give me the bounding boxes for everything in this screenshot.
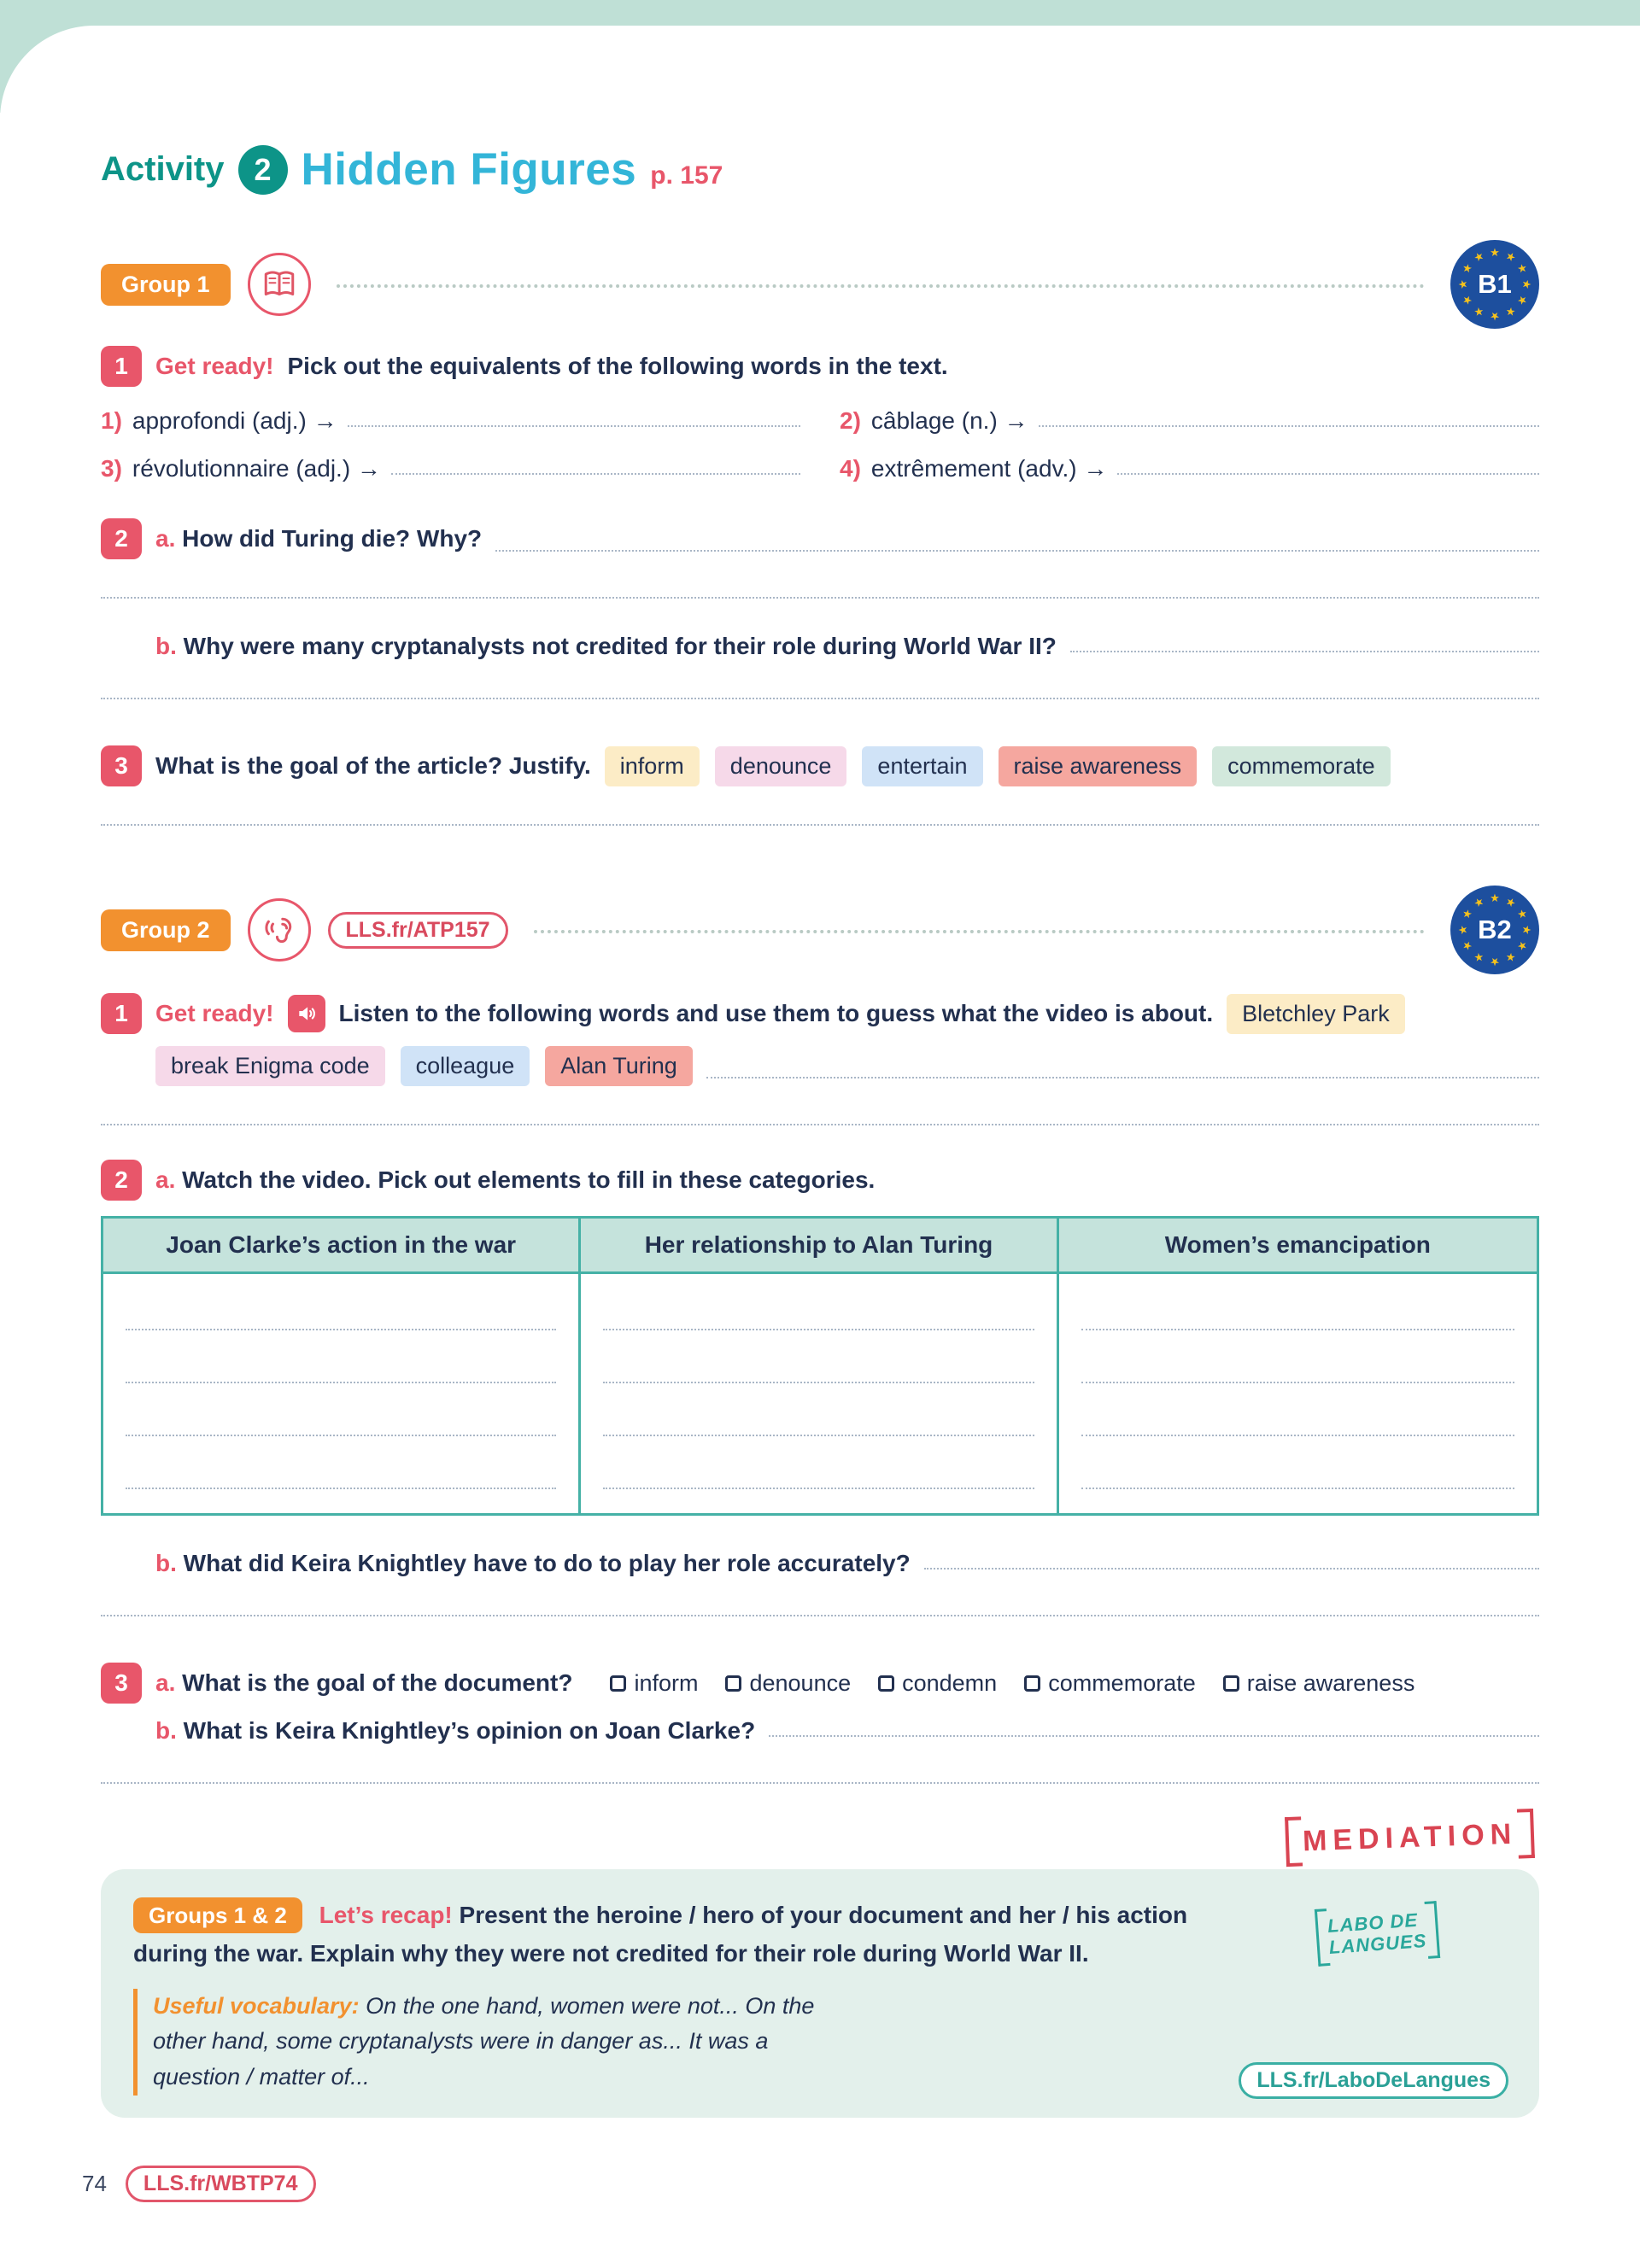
sub-question-label: b. [155,633,177,659]
checkbox-option-condemn[interactable] [878,1670,997,1697]
answer-dots[interactable] [1070,651,1539,652]
labo-link-pill[interactable]: LLS.fr/LaboDeLangues [1239,2062,1508,2099]
item-text: révolutionnaire (adj.) → [132,455,381,482]
table-body-row [103,1274,1537,1513]
level-badge-b2: B2 ★ ★ ★ ★ ★ ★ ★ ★ ★ ★ ★ ★ [1450,886,1539,974]
answer-dots[interactable] [348,425,800,427]
dotted-leader [337,284,1425,288]
sub-question-label: a. [155,525,176,552]
keyword-chip-break-enigma-code: break Enigma code [155,1046,385,1086]
option-chip-denounce[interactable]: denounce [715,746,847,786]
goal-options [605,746,1391,786]
question-number: 1 [101,993,142,1034]
recap-text-block [133,1897,1235,1973]
checkbox-icon[interactable] [610,1675,626,1692]
page-reference: p. 157 [650,161,723,190]
answer-line[interactable] [101,597,1539,599]
listening-ear-icon [248,898,311,962]
checkbox-icon[interactable] [725,1675,741,1692]
vocabulary-label: Useful vocabulary: [153,1992,360,2019]
g2-question1 [101,993,1539,1034]
checkbox-option-denounce[interactable] [725,1670,851,1697]
labo-line1: LABO DE [1327,1909,1420,1937]
level-label: B2 [1478,915,1512,944]
level-label: B1 [1478,269,1512,299]
question-number: 3 [101,745,142,786]
answer-line[interactable] [101,1124,1539,1125]
word-item [840,407,1539,435]
option-chip-entertain[interactable]: entertain [862,746,982,786]
table-cell-joan-action[interactable] [103,1274,581,1513]
question-number: 2 [101,518,142,559]
answer-line[interactable] [101,1782,1539,1784]
answer-dots[interactable] [1117,473,1539,475]
sub-question-label: b. [155,1717,177,1744]
answer-dots[interactable] [769,1735,1539,1737]
checkbox-icon[interactable] [1024,1675,1040,1692]
question-text: Listen to the following words and use them to guess what the video is about. [338,1000,1214,1026]
mediation-stamp: MEDIATION [1285,1809,1535,1867]
g1-question2b [155,633,1539,660]
word-item [101,407,800,435]
question-text: Why were many cryptanalysts not credited for their role during World War II? [183,633,1057,659]
mediation-row [101,1813,1539,1862]
labo-de-langues-logo [1315,1901,1440,1966]
table-header-row [103,1219,1537,1274]
g1-question3 [101,745,1539,786]
group2-badge: Group 2 [101,909,231,951]
recap-box [101,1869,1539,2118]
group1-badge: Group 1 [101,264,231,306]
activity-header [101,0,1539,196]
checkbox-label: commemorate [1048,1669,1196,1696]
table-cell-emancipation[interactable] [1059,1274,1537,1513]
get-ready-label: Get ready! [155,353,274,379]
checkbox-label: inform [634,1669,699,1696]
question-text: What did Keira Knightley have to do to play her role accurately? [183,1550,911,1576]
sub-question-label: b. [155,1550,177,1576]
speaker-icon[interactable] [288,995,325,1032]
word-item [840,455,1539,482]
question-text: What is Keira Knightley’s opinion on Joan Clarke? [183,1717,756,1744]
answer-line[interactable] [101,824,1539,826]
table-header-relationship: Her relationship to Alan Turing [581,1219,1058,1271]
checkbox-option-commemorate[interactable] [1024,1670,1196,1697]
item-number: 4) [840,455,861,482]
groups-1-and-2-badge: Groups 1 & 2 [133,1897,302,1933]
keyword-chip-bletchley-park: Bletchley Park [1227,994,1405,1034]
activity-number-badge: 2 [238,145,288,195]
group1-header [101,240,1539,329]
question-text: What is the goal of the article? Justify. [155,752,591,779]
answer-dots[interactable] [706,1077,1539,1078]
g1-question1 [101,346,1539,387]
table-header-emancipation: Women’s emancipation [1164,1231,1431,1258]
book-icon [248,253,311,316]
get-ready-label: Get ready! [155,1000,274,1026]
answer-dots[interactable] [391,473,800,475]
level-badge-b1: B1 ★ ★ ★ ★ ★ ★ ★ ★ ★ ★ ★ ★ [1450,240,1539,329]
labo-line2: LANGUES [1328,1930,1428,1959]
workbook-link-pill[interactable]: LLS.fr/WBTP74 [126,2166,316,2202]
answer-dots[interactable] [1039,425,1539,427]
sub-question-label: a. [155,1669,176,1696]
question-number: 1 [101,346,142,387]
g2-question2a [101,1160,1539,1201]
option-chip-inform[interactable]: inform [605,746,700,786]
answer-line[interactable] [101,698,1539,699]
g1-question2a [101,518,1539,559]
checkbox-option-inform[interactable] [610,1670,698,1697]
categories-table [101,1216,1539,1516]
question-text: Pick out the equivalents of the following words in the text. [287,353,948,379]
keyword-chips [155,1046,693,1086]
checkbox-option-raise-awareness[interactable] [1223,1670,1415,1697]
g2-question3b [155,1717,1539,1745]
g2-keyword-row [155,1046,1539,1086]
answer-line[interactable] [101,1615,1539,1616]
g1-word-items [101,407,1539,482]
keyword-chip-alan-turing: Alan Turing [545,1046,693,1086]
question-text: Watch the video. Pick out elements to fill in these categories. [182,1166,876,1193]
question-text: How did Turing die? Why? [182,525,483,552]
option-chip-commemorate[interactable]: commemorate [1212,746,1391,786]
goal-checkbox-options [610,1670,1414,1697]
question-text: What is the goal of the document? [182,1669,573,1696]
answer-dots[interactable] [924,1568,1539,1569]
checkbox-label: condemn [902,1669,998,1696]
item-text: extrêmement (adv.) → [870,455,1108,482]
question-number: 2 [101,1160,142,1201]
page-title: Hidden Figures [301,144,637,195]
checkbox-label: raise awareness [1246,1669,1415,1696]
question-number: 3 [101,1663,142,1704]
item-number: 2) [840,407,861,434]
sub-question-label: a. [155,1166,176,1193]
item-number: 3) [101,455,122,482]
recap-instructions: Present the heroine / hero of your document and her / his action during the war. Explain why they were not credited for their role during World War II. [133,1902,1188,1967]
g2-question3a [101,1663,1539,1704]
word-item [101,455,800,482]
table-header-joan-action: Joan Clarke’s action in the war [103,1219,581,1271]
item-text: câblage (n.) → [870,407,1028,434]
audio-link-pill[interactable]: LLS.fr/ATP157 [328,912,508,949]
page-footer [82,2166,1539,2202]
activity-label: Activity [101,150,225,188]
table-cell-relationship[interactable] [581,1274,1058,1513]
useful-vocabulary [133,1989,817,2096]
checkbox-label: denounce [749,1669,852,1696]
g2-question2b [155,1550,1539,1577]
dotted-leader [534,930,1425,933]
keyword-chip-colleague: colleague [401,1046,530,1086]
group2-header [101,886,1539,974]
lets-recap-label: Let’s recap! [319,1902,453,1928]
answer-dots[interactable] [495,550,1539,552]
option-chip-raise-awareness[interactable]: raise awareness [999,746,1198,786]
checkbox-icon[interactable] [1223,1675,1239,1692]
checkbox-icon[interactable] [878,1675,894,1692]
vocabulary-text: On the one hand, women were not... On the other hand, some cryptanalysts were in danger as... It was a question / matter of... [153,1992,815,2090]
page-number: 74 [82,2171,107,2197]
item-text: approfondi (adj.) → [132,407,337,434]
item-number: 1) [101,407,122,434]
